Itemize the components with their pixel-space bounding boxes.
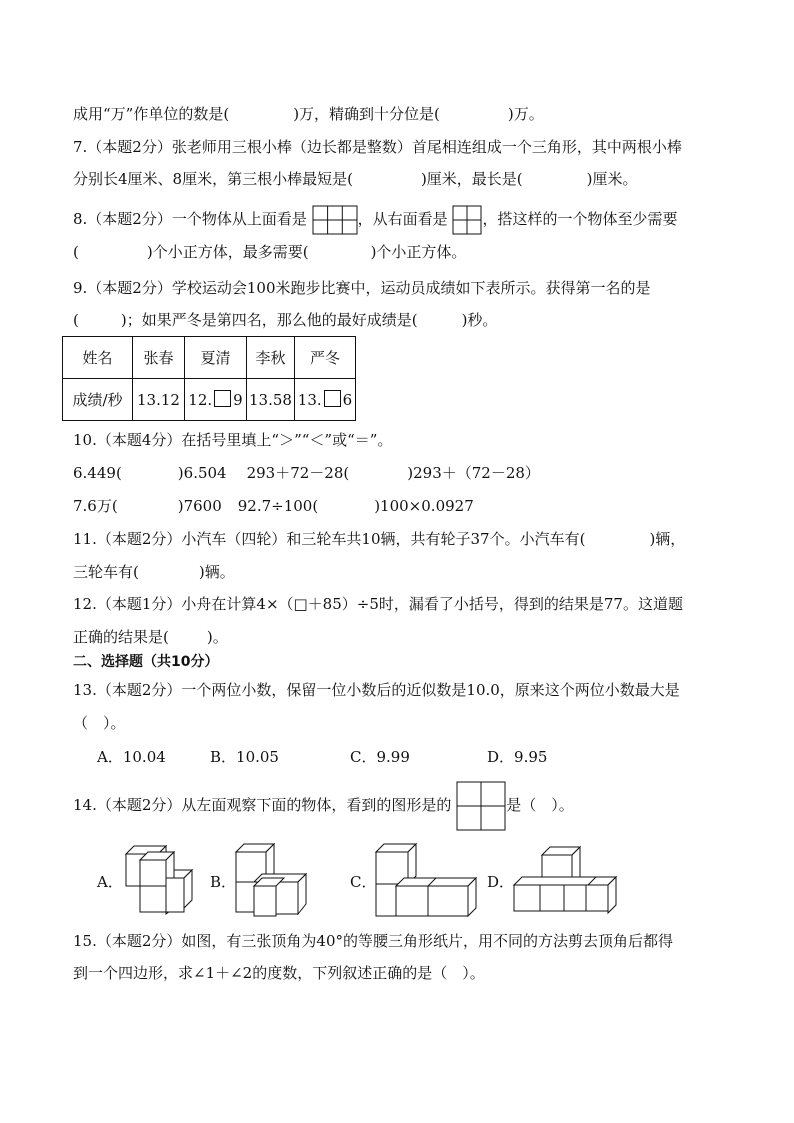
cube-figure-a[interactable]	[118, 838, 198, 918]
q12-line1: 12.（本题1分）小舟在计算4×（□＋85）÷5时，漏看了小括号，得到的结果是77。这道题	[73, 595, 683, 613]
q6-tail-line: 成用“万”作单位的数是( )万，精确到十分位是( )万。	[73, 105, 544, 123]
section-heading: 二、选择题（共10分）	[73, 654, 219, 670]
q9-line2: ( )；如果严冬是第四名，那么他的最好成绩是( )秒。	[73, 311, 498, 329]
cube-figure-d[interactable]	[512, 845, 632, 915]
cube-figure-b[interactable]	[232, 840, 312, 920]
q10-title: 10.（本题4分）在括号里填上“＞”“＜”或“＝”。	[73, 431, 393, 449]
table-row	[63, 379, 356, 421]
table-cell: 13.12	[133, 379, 185, 421]
q8-line1: 8.（本题2分）一个物体从上面看是 ，从右面看是 ，搭这样的一个物体至少需要	[73, 205, 677, 235]
digit-box[interactable]	[324, 390, 341, 407]
row-label: 成绩/秒	[63, 379, 133, 421]
table-header: 夏清	[185, 337, 247, 379]
q10-row1: 6.449( )6.504 293＋72－28( )293＋（72－28）	[73, 464, 540, 482]
table-header: 张春	[133, 337, 185, 379]
right-view-icon	[452, 205, 482, 235]
option-c[interactable]: C．9.99	[350, 748, 410, 766]
table-header: 姓名	[63, 337, 133, 379]
q14-line1: 14.（本题2分）从左面观察下面的物体，看到的图形是的 是（ ）。	[73, 780, 574, 831]
option-a[interactable]: A．10.04	[97, 748, 166, 766]
table-cell: 12. 9	[185, 379, 247, 421]
left-view-icon	[456, 781, 506, 831]
option-c-label[interactable]: C．	[350, 873, 377, 891]
q9-line1: 9.（本题2分）学校运动会100米跑步比赛中，运动员成绩如下表所示。获得第一名的是	[73, 279, 651, 297]
table-cell: 13.58	[247, 379, 295, 421]
option-b[interactable]: B．10.05	[210, 748, 279, 766]
q12-line2: 正确的结果是( )。	[73, 628, 228, 646]
q7-line1: 7.（本题2分）张老师用三根小棒（边长都是整数）首尾相连组成一个三角形，其中两根小棒	[73, 138, 682, 156]
option-a-label[interactable]: A．	[97, 873, 123, 891]
q10-row2: 7.6万( )7600 92.7÷100( )100×0.0927	[73, 497, 474, 515]
top-view-icon	[312, 205, 358, 235]
score-table	[62, 336, 356, 421]
q11-line1: 11.（本题2分）小汽车（四轮）和三轮车共10辆，共有轮子37个。小汽车有( )辆，	[73, 530, 686, 548]
cube-figure-c[interactable]	[372, 840, 482, 920]
q15-line2: 到一个四边形，求∠1＋∠2的度数，下列叙述正确的是（ ）。	[73, 964, 485, 982]
table-header: 严冬	[295, 337, 356, 379]
table-header: 李秋	[247, 337, 295, 379]
q8-line2: ( )个小正方体，最多需要( )个小正方体。	[73, 243, 467, 261]
q13-line1: 13.（本题2分）一个两位小数，保留一位小数后的近似数是10.0，原来这个两位小数最大是	[73, 681, 680, 699]
digit-box[interactable]	[214, 390, 231, 407]
table-cell: 13. 6	[295, 379, 356, 421]
option-d-label[interactable]: D．	[487, 873, 515, 891]
option-b-label[interactable]: B．	[210, 873, 237, 891]
q7-line2: 分别长4厘米、8厘米，第三根小棒最短是( )厘米，最长是( )厘米。	[73, 170, 638, 188]
q13-line2: （ ）。	[73, 714, 126, 732]
table-row	[63, 337, 356, 379]
option-d[interactable]: D．9.95	[487, 748, 548, 766]
q11-line2: 三轮车有( )辆。	[73, 563, 235, 581]
q15-line1: 15.（本题2分）如图，有三张顶角为40°的等腰三角形纸片，用不同的方法剪去顶角后都得	[73, 932, 673, 950]
